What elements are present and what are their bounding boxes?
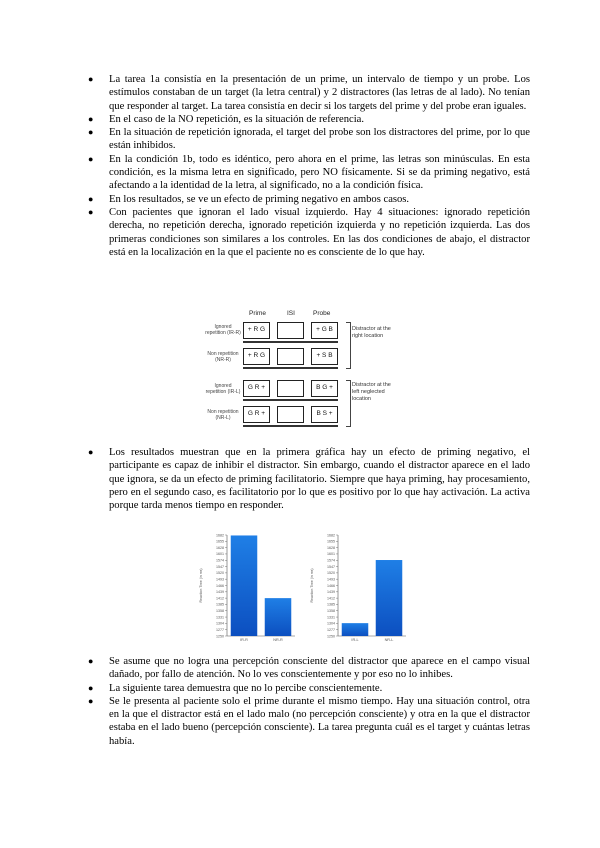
bullet-icon: ●	[88, 74, 94, 84]
y-tick-label: 1277	[327, 627, 335, 632]
y-tick-label: 1412	[216, 596, 224, 601]
bar-chart-right	[197, 533, 301, 645]
bar	[231, 535, 258, 636]
list-item: ● Se le presenta al paciente solo el prime durante el mismo tiempo. Hay una situación control, otra en la que el distractor está en el lado malo (no percepción consciente) y otra en la que el distractor estaba en el lado bueno (percepción consciente). La tarea pregunta cuál es el target y cuántas letras había.	[88, 695, 530, 747]
y-tick-label: 1304	[216, 621, 224, 626]
probe-header: Probe	[313, 310, 331, 317]
bullet-icon: ●	[88, 656, 94, 666]
probe-monitor: B S +	[311, 406, 338, 423]
probe-monitor: B G +	[311, 380, 338, 397]
monitor-stand	[243, 341, 338, 343]
bar	[342, 623, 369, 636]
bar-chart-left	[308, 533, 412, 645]
list-item: ● En la condición 1b, todo es idéntico, pero ahora en el prime, las letras son minúsculas. En esta condición, es la misma letra en significado, pero NO físicamente. Si se da priming negativo, está afectando a la identidad de la letra, al significado, no a la condición física.	[88, 153, 530, 192]
y-tick-label: 1628	[327, 545, 335, 550]
bullet-list-bottom	[88, 655, 530, 748]
y-tick-label: 1331	[216, 615, 224, 620]
row-label-nr-l: Non repetition (NR-L)	[207, 409, 239, 421]
y-axis-label: Reaction Time (in ms)	[310, 568, 314, 603]
bullet-icon: ●	[88, 153, 94, 164]
bullet-list-top	[88, 73, 530, 259]
isi-monitor	[277, 406, 304, 423]
y-tick-label: 1493	[327, 577, 335, 582]
experiment-diagram	[205, 310, 395, 442]
y-tick-label: 1493	[216, 577, 224, 582]
list-item: ● La siguiente tarea demuestra que no lo percibe conscientemente.	[88, 682, 383, 694]
y-tick-label: 1250	[327, 634, 335, 639]
prime-monitor: G R +	[243, 380, 270, 397]
isi-header: ISI	[287, 310, 295, 317]
y-tick-label: 1682	[327, 533, 335, 538]
list-item: ● En el caso de la NO repetición, es la situación de referencia.	[88, 113, 365, 125]
y-tick-label: 1628	[216, 545, 224, 550]
bracket-left	[346, 380, 351, 427]
monitor-stand	[243, 367, 338, 369]
side-label-right: Distractor at the right location	[352, 326, 391, 339]
monitor-stand	[243, 399, 338, 401]
y-tick-label: 1466	[216, 583, 224, 588]
x-tick-label: IR-L	[351, 638, 359, 642]
y-tick-label: 1574	[216, 558, 224, 563]
bullet-icon: ●	[88, 113, 94, 124]
y-axis-label: Reaction Time (in ms)	[199, 568, 203, 603]
y-tick-label: 1358	[327, 609, 335, 614]
x-tick-label: NR-L	[384, 638, 394, 642]
y-tick-label: 1250	[216, 634, 224, 639]
y-tick-label: 1547	[216, 564, 224, 569]
list-item: ● Con pacientes que ignoran el lado visual izquierdo. Hay 4 situaciones: ignorado repetición derecha, no repetición derecha, ignorado repetición izquierda y no repetición izquierda. Las dos primeras condiciones son similares a los controles. En las dos condiciones de abajo, el distractor está en la localización en la que el paciente no es consciente de lo que hay.	[88, 206, 530, 258]
row-label-ir-r: Ignored repetition (IR-R)	[205, 324, 241, 336]
list-item: ● Se asume que no logra una percepción consciente del distractor que aparece en el campo visual dañado, por fallo de atención. No lo ves conscientemente y por eso no lo inhibes.	[88, 656, 530, 681]
row-label-nr-r: Non repetition (NR-R)	[207, 351, 239, 363]
y-tick-label: 1439	[327, 590, 335, 595]
y-tick-label: 1574	[327, 558, 335, 563]
y-tick-label: 1547	[327, 564, 335, 569]
y-tick-label: 1466	[327, 583, 335, 588]
probe-monitor: + G B	[311, 322, 338, 339]
isi-monitor	[277, 322, 304, 339]
list-item: ● En la situación de repetición ignorada, el target del probe son los distractores del prime, por lo que están inhibidos.	[88, 127, 530, 152]
bracket-right	[346, 322, 351, 369]
y-tick-label: 1520	[216, 571, 224, 576]
y-tick-label: 1304	[327, 621, 335, 626]
isi-monitor	[277, 348, 304, 365]
bar	[265, 598, 292, 636]
bullet-list-middle	[88, 446, 530, 512]
y-tick-label: 1331	[327, 615, 335, 620]
bullet-icon: ●	[88, 127, 94, 138]
bullet-icon: ●	[88, 193, 94, 204]
prime-monitor: + R G	[243, 322, 270, 339]
y-tick-label: 1601	[327, 552, 335, 557]
y-tick-label: 1682	[216, 533, 224, 538]
list-item: ● En los resultados, se ve un efecto de priming negativo en ambos casos.	[88, 193, 410, 205]
row-label-ir-l: Ignored repetition (IR-L)	[205, 383, 241, 395]
y-tick-label: 1385	[216, 602, 224, 607]
prime-monitor: + R G	[243, 348, 270, 365]
list-item: ● Los resultados muestran que en la primera gráfica hay un efecto de priming negativo, el participante es capaz de inhibir el distractor. Sin embargo, cuando el distractor aparece en el lado que ignora, se da un efecto de priming facilitatorio. Siempre que haya priming, hay procesamiento, pero en el segundo caso, es facilitatorio por lo que es positivo por lo que hay activación. La activa porque tarda menos tiempo en responder.	[88, 447, 530, 512]
bullet-icon: ●	[88, 695, 94, 706]
chart-svg	[197, 533, 301, 645]
y-tick-label: 1385	[327, 602, 335, 607]
y-tick-label: 1412	[327, 596, 335, 601]
side-label-left: Distractor at the left neglected location	[352, 382, 391, 402]
isi-monitor	[277, 380, 304, 397]
y-tick-label: 1277	[216, 627, 224, 632]
bar	[376, 560, 403, 636]
x-tick-label: NR-R	[273, 638, 283, 642]
y-tick-label: 1520	[327, 571, 335, 576]
y-tick-label: 1655	[327, 539, 335, 544]
list-item: ● La tarea 1a consistía en la presentación de un prime, un intervalo de tiempo y un probe. Los estímulos constaban de un target (la letra central) y 2 distractores (las letras de al lado). No tenían que responder al target. La tarea consistía en decir si los targets del prime y del probe eran iguales.	[88, 74, 530, 112]
bullet-icon: ●	[88, 682, 94, 693]
y-tick-label: 1601	[216, 552, 224, 557]
bullet-icon: ●	[88, 447, 94, 457]
chart-svg	[308, 533, 412, 645]
bullet-icon: ●	[88, 206, 94, 217]
prime-monitor: G R +	[243, 406, 270, 423]
y-tick-label: 1439	[216, 590, 224, 595]
probe-monitor: + S B	[311, 348, 338, 365]
y-tick-label: 1655	[216, 539, 224, 544]
prime-header: Prime	[249, 310, 266, 317]
monitor-stand	[243, 425, 338, 427]
x-tick-label: IR-R	[240, 638, 248, 642]
y-tick-label: 1358	[216, 609, 224, 614]
